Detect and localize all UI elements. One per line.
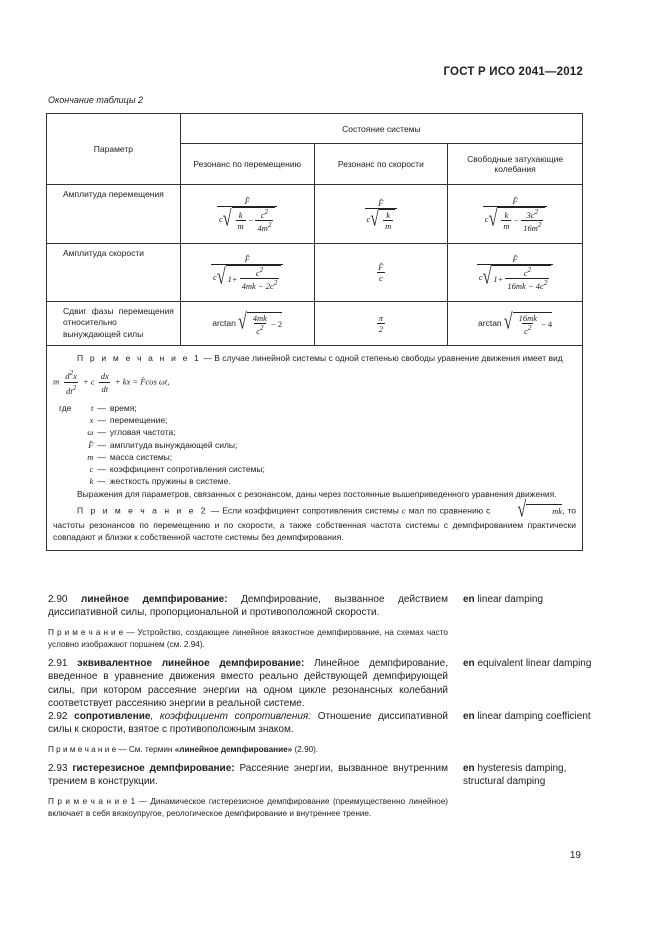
- formula-phase-1: arctan √ $\frac{4mk}{c^2}$ − 2: [180, 302, 314, 346]
- note1-label: П р и м е ч а н и е 1: [77, 353, 202, 363]
- section-2-93: 2.93 гистерезисное демпфирование: Рассеяние энергии, вызванное внутренним трением в конструкции.: [48, 763, 449, 788]
- note-2-93: П р и м е ч а н и е 1 — Динамическое гистерезисное демпфирование (преимущественно линейное) включает в себя вязкоупругое, реологическое демпфирование и внутреннее трение.: [48, 797, 448, 819]
- en-2-90: en linear damping: [463, 594, 544, 605]
- note-2-92: П р и м е ч а н и е — См. термин «линейное демпфирование» (2.90).: [48, 745, 319, 754]
- row-param-velocity: Амплитуда скорости: [47, 244, 181, 302]
- formula-displacement-3: F̂ c √ $\frac{k}{m}$ − $\frac{3c^2}{16m^2}$: [448, 185, 583, 244]
- def-c: c — коэффициент сопротивления системы;: [89, 464, 265, 475]
- header-parameter: Параметр: [47, 114, 181, 185]
- def-f: F̂ — амплитуда вынуждающей силы;: [88, 439, 238, 450]
- row-param-phase: Сдвиг фазы перемещения относительно вынуждающей силы: [47, 302, 181, 346]
- pi-symbol: π: [378, 313, 383, 323]
- page-number: 19: [569, 850, 581, 861]
- motion-equation: m $\frac{d^2x}{dt^2}$ + c $\frac{dx}{dt}$ + kx = F̂cos ωt,: [53, 369, 170, 397]
- parameters-table: [46, 113, 583, 551]
- section-2-90: 2.90 линейное демпфирование: Демпфирование, вызванное действием диссипативной силы, пропорциональной и противоположной скорости.: [48, 594, 448, 619]
- table-caption: Окончание таблицы 2: [48, 95, 143, 105]
- note1-tail: Выражения для параметров, связанных с резонансом, даны через постоянные вышеприведенного уравнения движения.: [77, 488, 557, 499]
- note2: П р и м е ч а н и е 2 — Если коэффициент сопротивления системы c мал по сравнению с √ mk , то частоты резонансов по перемещению и по скорости, а также собственная частота системы с демпфированием практически совпадают и близки к собственной частоте системы без демпфирования.: [53, 498, 577, 543]
- header-system-state: Состояние системы: [180, 114, 582, 144]
- def-omega: ω — угловая частота;: [87, 427, 176, 438]
- two-denominator: 2: [378, 324, 383, 334]
- arctan-label: arctan: [478, 317, 502, 328]
- en-2-92: en linear damping coefficient: [463, 711, 591, 722]
- minus-two: − 2: [270, 318, 283, 329]
- standard-header: ГОСТ Р ИСО 2041—2012: [443, 66, 583, 78]
- formula-velocity-1: F̂ c √ 1+ $\frac{c^2}{4mk - 2c^2}$: [180, 244, 314, 302]
- section-2-91: 2.91 эквивалентное линейное демпфирование: Линейное демпфирование, введенное в уравнение движения вместо реально действующей демпфирующей силы, при котором рассеяние энергии на одном цикле резонансных колебаний соответствует рассеянию энергии в реальной системе.: [48, 658, 449, 710]
- row-param-displacement: Амплитуда перемещения: [47, 185, 181, 244]
- en-2-93: en hysteresis damping, structural damping: [463, 763, 567, 788]
- formula-phase-2: [314, 302, 448, 346]
- table-notes: [47, 346, 583, 551]
- formula-velocity-2: $\frac{F̂}{c}$: [314, 244, 448, 302]
- note1-text: — В случае линейной системы с одной степенью свободы уравнение движения имеет вид: [201, 353, 563, 363]
- where-label: где: [59, 402, 72, 413]
- minus-four: − 4: [540, 318, 553, 329]
- formula-displacement-2: F̂ c √ $\frac{k}{m}$: [314, 185, 448, 244]
- arctan-label: arctan: [212, 317, 236, 328]
- formula-displacement-1: F̂ c √ $\frac{k}{m}$ − $\frac{c^2}{4m^2}$: [180, 185, 314, 244]
- header-velocity-resonance: Резонанс по скорости: [314, 144, 448, 185]
- def-m: m — масса системы;: [87, 451, 173, 462]
- equation-tail: + kx = F̂cos ωt,: [114, 376, 170, 387]
- formula-velocity-3: F̂ c √ 1+ $\frac{c^2}{16mk - 4c^2}$: [448, 244, 583, 302]
- section-2-92: 2.92 сопротивление, коэффициент сопротивления: Отношение диссипативной силы к скорости, взятое с противоположным знаком.: [48, 711, 448, 736]
- header-displacement-resonance: Резонанс по перемещению: [180, 144, 314, 185]
- def-x: x — перемещение;: [89, 414, 168, 425]
- def-k: k — жесткость пружины в системе.: [89, 476, 231, 487]
- def-t: t — время;: [91, 402, 137, 413]
- note-2-90: П р и м е ч а н и е — Устройство, создающее линейное вязкостное демпфирование, на схемах часто условно изображают поршнем (см. 2.94).: [48, 628, 448, 650]
- header-free-decay: Свободные затухающие колебания: [448, 144, 583, 185]
- formula-phase-3: arctan √ $\frac{16mk}{c^2}$ − 4: [448, 302, 583, 346]
- en-2-91: en equivalent linear damping: [463, 658, 592, 669]
